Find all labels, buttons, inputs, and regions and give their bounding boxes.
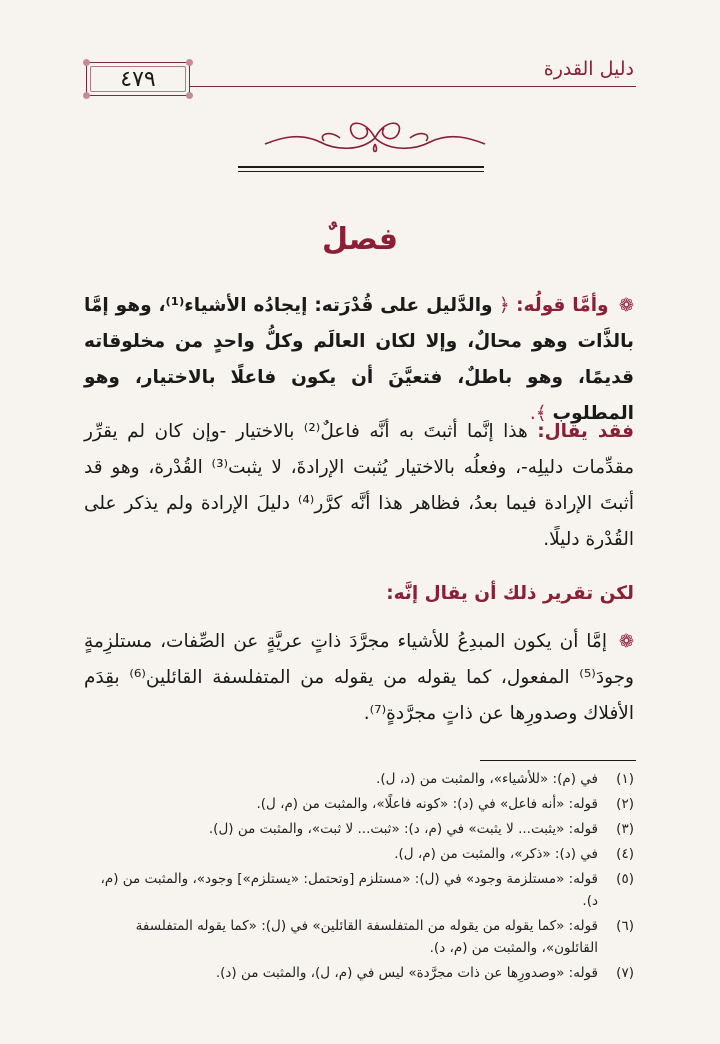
running-title: دليل القدرة: [543, 58, 634, 80]
footnote-separator: [480, 760, 636, 761]
footnote: [84, 843, 634, 865]
paragraph-body: هذا إنَّما أثبتَ به أنَّه فاعلٌ⁽²⁾ بالاختيار -وإن كان لم يقرِّر مقدِّمات دليلِه-، وفعلُه بالاختيار يُثبت الإرادةَ، لا يثبت⁽³⁾ القُدْرة، وهو قد أثبتَ الإرادة فيما بعدُ، فظاهر هذا أنَّه كرَّر⁽⁴⁾ دليلَ الإرادة ولم يذكر على القُدْرة دليلًا.: [84, 421, 634, 550]
section-heading: فصلٌ: [322, 222, 398, 257]
footnote-number: (٧): [616, 965, 634, 981]
corner-ornament: [83, 92, 90, 99]
quote-open: ﴿: [498, 295, 510, 316]
footnote: [84, 793, 634, 815]
footnote: [84, 768, 634, 790]
corner-ornament: [186, 59, 193, 66]
footnote-number: (٥): [616, 871, 634, 887]
footnote-number: (٦): [616, 918, 634, 934]
footnote-number: (١): [616, 771, 634, 787]
footnote: [84, 818, 634, 840]
paragraph-lead: وأمَّا قولُه:: [516, 295, 609, 316]
paragraph-body: إمَّا أن يكون المبدِعُ للأشياء مجرَّدَ ذاتٍ عريَّةٍ عن الصِّفات، مستلزِمةٍ وجودَ⁽⁵⁾ المفعول، كما يقوله من يقوله من المتفلسفة القائلين⁽⁶⁾ بقِدَم الأفلاك وصدورِها عن ذاتٍ مجرَّدةٍ⁽⁷⁾.: [84, 631, 634, 724]
footnote: [84, 962, 634, 984]
quoted-text: والدَّليل على قُدْرَته: إيجادُه الأشياء⁽¹⁾، وهو إمَّا بالذَّات وهو محالٌ، وإلا لكان العالَم وكلُّ واحدٍ من مخلوقاته قديمًا، وهو باطلٌ، فتعيَّنَ أن يكون فاعلًا بالاختيار، وهو المطلوب: [84, 295, 634, 424]
footnote-text: قوله: «يثبت... لا يثبت» في (م، د): «ثبت... لا ثبت»، والمثبت من (ل).: [208, 821, 598, 837]
paragraph-1: [84, 288, 634, 432]
ornament-rule: [238, 166, 484, 168]
page-number-box: [86, 62, 190, 96]
corner-ornament: [83, 59, 90, 66]
footnote-text: قوله: «وصدورِها عن ذات مجرَّدة» ليس في (م، ل)، والمثبت من (د).: [215, 965, 598, 981]
footnote-text: في (د): «ذكر»، والمثبت من (م، ل).: [394, 846, 598, 862]
page-number: ٤٧٩: [120, 67, 156, 92]
footnote-text: قوله: «أنه فاعل» في (د): «كونه فاعلًا»، والمثبت من (م، ل).: [256, 796, 598, 812]
flower-icon: ❁: [618, 631, 634, 652]
paragraph-2: [84, 414, 634, 558]
footnote-number: (٣): [616, 821, 634, 837]
footnote-text: في (م): «للأشياء»، والمثبت من (د، ل).: [376, 771, 598, 787]
footnote-number: (٢): [616, 796, 634, 812]
footnote-text: قوله: «مستلزمة وجود» في (ل): «مستلزم [وتحتمل: «يستلزم»] وجود»، والمثبت من (م، د).: [100, 871, 598, 909]
corner-ornament: [186, 92, 193, 99]
quote-close: ﴾.: [529, 403, 547, 424]
flower-icon: ❁: [618, 295, 635, 316]
footnote: [84, 868, 634, 912]
paragraph-4: [84, 624, 634, 732]
ornament-rule: [238, 171, 484, 172]
decorative-ornament-icon: [240, 108, 510, 168]
footnote: [84, 915, 634, 959]
subheading: لكن تقرير ذلك أن يقال إنَّه:: [386, 583, 634, 604]
footnote-text: قوله: «كما يقوله من يقوله من المتفلسفة القائلين» في (ل): «كما يقوله المتفلسفة القائلون»، والمثبت من (م، د).: [135, 918, 598, 956]
footnotes: [84, 768, 634, 987]
footnote-number: (٤): [616, 846, 634, 862]
paragraph-lead: فقد يقال:: [537, 421, 635, 442]
